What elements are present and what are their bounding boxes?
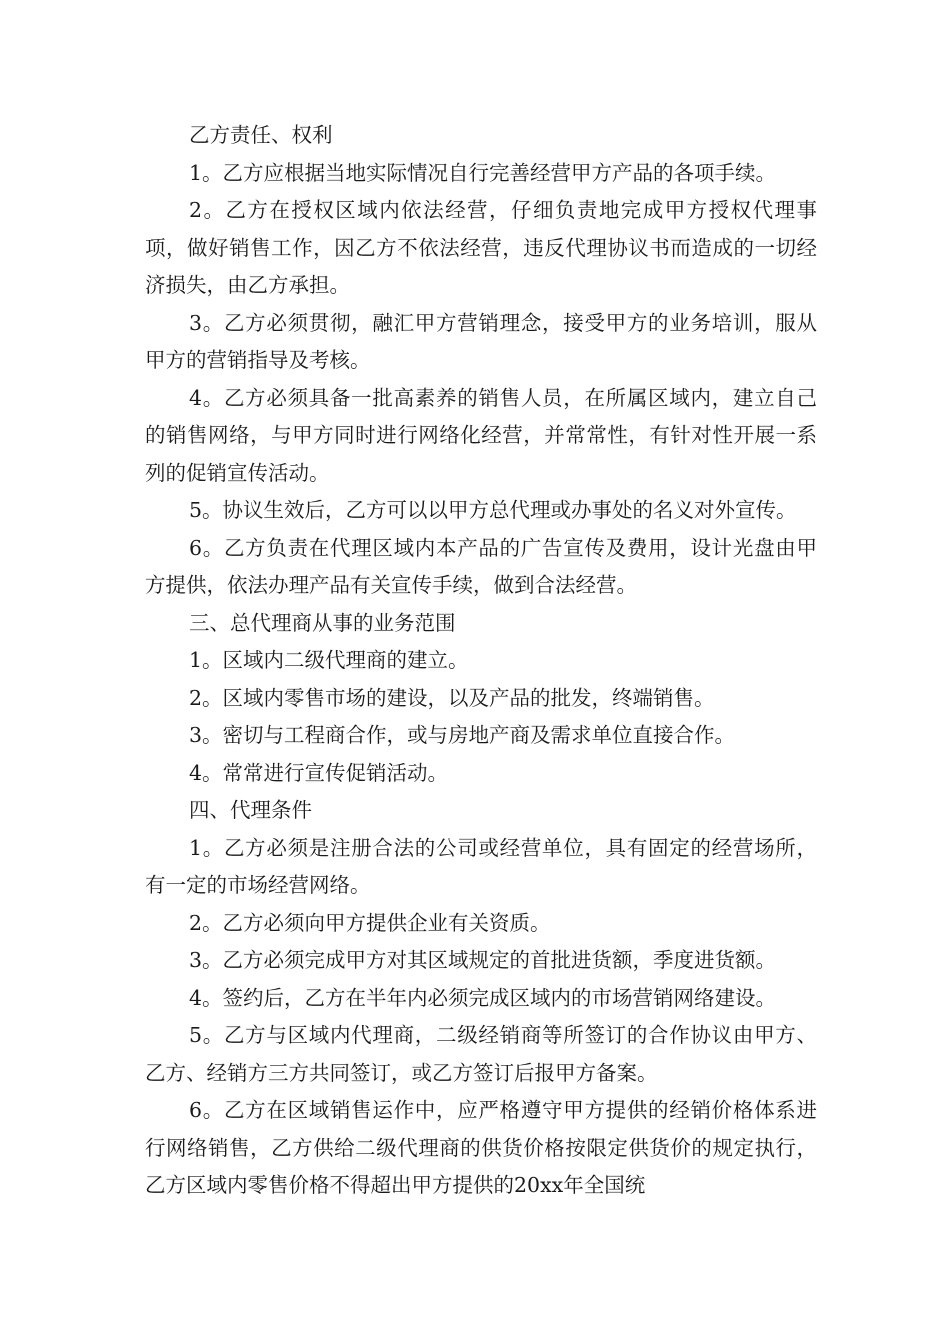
paragraph: 3。乙方必须贯彻，融汇甲方营销理念，接受甲方的业务培训，服从甲方的营销指导及考核。 (145, 310, 817, 372)
paragraph: 6。乙方负责在代理区域内本产品的广告宣传及费用，设计光盘由甲方提供，依法办理产品有关宣传手续，做到合法经营。 (145, 535, 817, 597)
paragraph: 5。协议生效后，乙方可以以甲方总代理或办事处的名义对外宣传。 (189, 498, 797, 522)
paragraph: 2。乙方在授权区域内依法经营，仔细负责地完成甲方授权代理事项，做好销售工作，因乙方不依法经营，违反代理协议书而造成的一切经济损失，由乙方承担。 (145, 198, 817, 297)
paragraph: 2。乙方必须向甲方提供企业有关资质。 (189, 910, 551, 935)
paragraph: 3。乙方必须完成甲方对其区域规定的首批进货额，季度进货额。 (189, 948, 777, 972)
paragraph: 1。乙方必须是注册合法的公司或经营单位，具有固定的经营场所，有一定的市场经营网络。 (145, 835, 817, 897)
section-heading-business-scope: 三、总代理商从事的业务范围 (189, 610, 456, 635)
section-heading-agency-conditions: 四、代理条件 (189, 798, 312, 822)
paragraph: 6。乙方在区域销售运作中，应严格遵守甲方提供的经销价格体系进行网络销售，乙方供给二级代理商的供货价格按限定供货价的规定执行，乙方区域内零售价格不得超出甲方提供的20xx年全国统 (145, 1098, 817, 1197)
paragraph: 4。常常进行宣传促销活动。 (189, 760, 449, 785)
document-body (145, 117, 817, 1205)
paragraph: 5。乙方与区域内代理商，二级经销商等所签订的合作协议由甲方、乙方、经销方三方共同签订，或乙方签订后报甲方备案。 (145, 1023, 817, 1085)
paragraph: 2。区域内零售市场的建设，以及产品的批发，终端销售。 (189, 685, 715, 710)
paragraph: 4。签约后，乙方在半年内必须完成区域内的市场营销网络建设。 (189, 985, 777, 1010)
section-heading-party-b-duties: 乙方责任、权利 (189, 123, 333, 147)
paragraph: 3。密切与工程商合作，或与房地产商及需求单位直接合作。 (189, 723, 736, 747)
paragraph: 1。乙方应根据当地实际情况自行完善经营甲方产品的各项手续。 (189, 160, 777, 185)
paragraph: 1。区域内二级代理商的建立。 (189, 648, 469, 672)
paragraph: 4。乙方必须具备一批高素养的销售人员，在所属区域内，建立自己的销售网络，与甲方同时进行网络化经营，并常常性，有针对性开展一系列的促销宣传活动。 (145, 385, 817, 485)
